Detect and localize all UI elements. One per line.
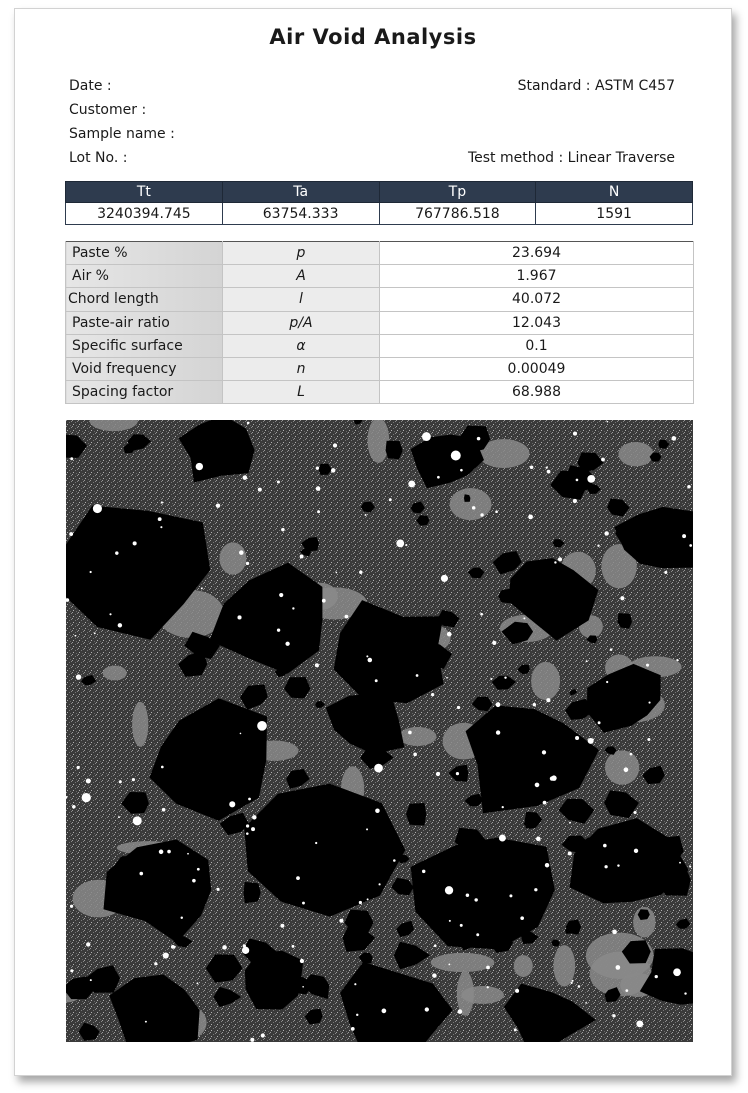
air-void bbox=[441, 575, 448, 582]
air-void bbox=[684, 992, 686, 994]
air-void bbox=[246, 562, 249, 565]
air-void bbox=[145, 1021, 147, 1023]
air-void bbox=[408, 480, 415, 487]
air-void bbox=[515, 989, 519, 993]
air-void bbox=[425, 1007, 429, 1011]
air-void bbox=[492, 641, 496, 645]
air-void bbox=[339, 919, 343, 923]
report-title: Air Void Analysis bbox=[269, 25, 477, 49]
air-void bbox=[496, 702, 501, 707]
air-void bbox=[476, 933, 479, 936]
air-void bbox=[534, 888, 537, 891]
air-void bbox=[585, 1002, 587, 1004]
air-void bbox=[536, 837, 541, 842]
air-void bbox=[448, 963, 450, 965]
value-n: 1591 bbox=[536, 203, 693, 225]
air-void bbox=[93, 504, 102, 513]
result-symbol: A bbox=[223, 265, 380, 288]
header-tt: Tt bbox=[66, 182, 223, 203]
air-void bbox=[437, 476, 440, 479]
air-void bbox=[197, 982, 199, 984]
air-void bbox=[302, 986, 304, 988]
air-void bbox=[474, 898, 477, 901]
air-void bbox=[487, 986, 489, 988]
result-symbol: l bbox=[223, 288, 380, 311]
air-void bbox=[163, 952, 169, 958]
air-void bbox=[239, 550, 244, 555]
header-tp: Tp bbox=[379, 182, 536, 203]
paste-patch bbox=[457, 971, 474, 1015]
air-void bbox=[546, 698, 550, 702]
air-void bbox=[576, 479, 579, 482]
air-void bbox=[197, 868, 200, 871]
air-void bbox=[586, 660, 588, 662]
air-void bbox=[588, 738, 594, 744]
air-void bbox=[119, 780, 122, 783]
result-name: Paste % bbox=[66, 242, 223, 265]
air-void bbox=[70, 969, 73, 972]
aggregate-particle bbox=[244, 882, 261, 903]
air-void bbox=[366, 655, 368, 657]
air-void bbox=[76, 674, 81, 679]
air-void bbox=[682, 534, 686, 538]
air-void bbox=[158, 517, 162, 521]
air-void bbox=[243, 475, 248, 480]
air-void bbox=[634, 849, 638, 853]
air-void bbox=[139, 872, 143, 876]
air-void bbox=[445, 886, 453, 894]
result-row-paste bbox=[66, 242, 694, 265]
concrete-micrograph bbox=[66, 420, 693, 1042]
paste-patch bbox=[514, 955, 533, 977]
standard-field: Standard : ASTM C457 bbox=[517, 78, 675, 94]
air-void bbox=[620, 596, 624, 600]
date-field: Date : bbox=[69, 78, 112, 94]
air-void bbox=[292, 945, 295, 948]
air-void bbox=[345, 615, 349, 619]
air-void bbox=[94, 632, 96, 634]
air-void bbox=[375, 809, 380, 814]
air-void bbox=[571, 982, 573, 984]
air-void bbox=[154, 962, 157, 965]
air-void bbox=[285, 642, 289, 646]
air-void bbox=[317, 510, 320, 513]
air-void bbox=[575, 736, 579, 740]
air-void bbox=[132, 778, 135, 781]
header-n: N bbox=[536, 182, 693, 203]
paste-patch bbox=[605, 750, 639, 784]
air-void bbox=[422, 432, 431, 441]
air-void bbox=[315, 663, 319, 667]
air-void bbox=[281, 528, 285, 532]
air-void bbox=[578, 985, 581, 988]
air-void bbox=[530, 465, 534, 469]
air-void bbox=[86, 942, 90, 946]
paste-patch bbox=[531, 662, 560, 700]
result-symbol: L bbox=[223, 381, 380, 404]
air-void bbox=[502, 806, 504, 808]
air-void bbox=[70, 905, 73, 908]
air-void bbox=[558, 557, 562, 561]
air-void bbox=[242, 947, 249, 954]
air-void bbox=[300, 555, 304, 559]
air-void bbox=[366, 828, 368, 830]
result-value: 1.967 bbox=[380, 265, 694, 288]
result-symbol: α bbox=[223, 334, 380, 357]
air-void bbox=[624, 767, 629, 772]
air-void bbox=[396, 540, 404, 548]
air-void bbox=[359, 901, 362, 904]
air-void bbox=[368, 658, 373, 663]
air-void bbox=[610, 648, 613, 651]
air-void bbox=[573, 432, 577, 436]
result-symbol: p bbox=[223, 242, 380, 265]
result-row-air bbox=[66, 265, 694, 288]
air-void bbox=[545, 863, 549, 867]
air-void bbox=[486, 966, 490, 970]
air-void bbox=[612, 930, 617, 935]
air-void bbox=[382, 1009, 387, 1014]
air-void bbox=[302, 902, 305, 905]
air-void bbox=[351, 1027, 355, 1031]
customer-field: Customer : bbox=[69, 102, 147, 118]
air-void bbox=[160, 526, 162, 528]
air-void bbox=[587, 475, 595, 483]
air-void bbox=[277, 628, 280, 631]
air-void bbox=[252, 815, 256, 819]
traverse-table bbox=[65, 181, 693, 225]
air-void bbox=[240, 733, 242, 735]
air-void bbox=[480, 613, 483, 616]
air-void bbox=[86, 799, 89, 802]
air-void bbox=[655, 975, 658, 978]
air-void bbox=[514, 1028, 517, 1031]
air-void bbox=[393, 859, 396, 862]
air-void bbox=[322, 599, 326, 603]
air-void bbox=[504, 676, 506, 678]
air-void bbox=[405, 544, 407, 546]
air-void bbox=[261, 1033, 265, 1037]
air-void bbox=[187, 853, 189, 855]
air-void bbox=[354, 983, 356, 985]
result-name: Spacing factor bbox=[66, 381, 223, 404]
result-symbol: n bbox=[223, 357, 380, 380]
air-void bbox=[161, 766, 164, 769]
air-void bbox=[523, 617, 525, 619]
air-void bbox=[229, 801, 235, 807]
result-symbol: p/A bbox=[223, 311, 380, 334]
air-void bbox=[115, 551, 118, 554]
air-void bbox=[251, 827, 255, 831]
air-void bbox=[133, 816, 142, 825]
air-void bbox=[676, 659, 678, 661]
air-void bbox=[374, 764, 383, 773]
lot-number-field: Lot No. : bbox=[69, 150, 128, 166]
sample-name-field: Sample name : bbox=[69, 126, 175, 142]
air-void bbox=[646, 664, 649, 667]
air-void bbox=[490, 678, 492, 680]
air-void bbox=[543, 801, 547, 805]
air-void bbox=[316, 466, 319, 469]
result-row-chord bbox=[66, 288, 694, 311]
header-ta: Ta bbox=[222, 182, 379, 203]
air-void bbox=[634, 811, 637, 814]
air-void bbox=[457, 706, 460, 709]
air-void bbox=[477, 437, 481, 441]
result-name: Paste-air ratio bbox=[66, 311, 223, 334]
air-void bbox=[90, 979, 92, 981]
air-void bbox=[246, 832, 249, 835]
air-void bbox=[673, 968, 681, 976]
result-name: Void frequency bbox=[66, 357, 223, 380]
air-void bbox=[279, 593, 283, 597]
air-void bbox=[159, 850, 164, 855]
air-void bbox=[389, 498, 392, 501]
air-void bbox=[171, 945, 175, 949]
air-void bbox=[606, 681, 608, 683]
air-void bbox=[495, 510, 498, 513]
air-void bbox=[365, 514, 367, 516]
air-void bbox=[466, 893, 469, 896]
air-void bbox=[379, 883, 381, 885]
air-void bbox=[569, 822, 571, 824]
air-void bbox=[672, 436, 677, 441]
air-void bbox=[69, 532, 73, 536]
air-void bbox=[316, 486, 321, 491]
air-void bbox=[431, 693, 434, 696]
air-void bbox=[181, 917, 183, 919]
air-void bbox=[604, 531, 608, 535]
air-void bbox=[296, 876, 300, 880]
air-void bbox=[550, 776, 554, 780]
result-row-void-frequency bbox=[66, 357, 694, 380]
air-void bbox=[598, 721, 601, 724]
air-void bbox=[612, 1014, 615, 1017]
air-void bbox=[687, 485, 691, 489]
air-void bbox=[572, 980, 574, 982]
air-void bbox=[458, 1009, 463, 1014]
value-tt: 3240394.745 bbox=[66, 203, 223, 225]
concrete-section-image bbox=[66, 420, 693, 1042]
air-void bbox=[77, 766, 80, 769]
air-void bbox=[460, 469, 463, 472]
air-void bbox=[359, 571, 362, 574]
air-void bbox=[216, 503, 220, 507]
air-void bbox=[535, 783, 540, 788]
aggregate-particle bbox=[602, 725, 608, 732]
air-void bbox=[333, 443, 337, 447]
result-row-paste-air bbox=[66, 311, 694, 334]
air-void bbox=[533, 703, 536, 706]
air-void bbox=[546, 467, 548, 469]
paste-patch bbox=[132, 702, 148, 747]
report-page bbox=[14, 8, 732, 1076]
air-void bbox=[460, 924, 463, 927]
air-void bbox=[356, 1014, 358, 1016]
value-ta: 63754.333 bbox=[222, 203, 379, 225]
air-void bbox=[161, 501, 163, 503]
air-void bbox=[300, 959, 304, 963]
air-void bbox=[520, 916, 524, 920]
result-value: 68.988 bbox=[380, 381, 694, 404]
air-void bbox=[277, 481, 280, 484]
air-void bbox=[679, 862, 681, 864]
air-void bbox=[446, 677, 448, 679]
air-void bbox=[336, 572, 338, 574]
air-void bbox=[70, 457, 73, 460]
result-value: 23.694 bbox=[380, 242, 694, 265]
air-void bbox=[162, 808, 166, 812]
air-void bbox=[436, 772, 440, 776]
air-void bbox=[432, 973, 437, 978]
air-void bbox=[509, 894, 512, 897]
air-void bbox=[472, 506, 475, 509]
air-void bbox=[689, 544, 692, 547]
air-void bbox=[196, 463, 203, 470]
aggregate-particle bbox=[406, 803, 426, 826]
result-name: Chord length bbox=[66, 288, 223, 311]
air-void bbox=[499, 835, 506, 842]
air-void bbox=[133, 541, 137, 545]
air-void bbox=[664, 571, 667, 574]
air-void bbox=[449, 920, 451, 922]
air-void bbox=[250, 1038, 254, 1042]
air-void bbox=[118, 816, 120, 818]
air-void bbox=[315, 842, 317, 844]
air-void bbox=[192, 879, 196, 883]
air-void bbox=[367, 898, 369, 900]
air-void bbox=[422, 870, 425, 873]
air-void bbox=[603, 844, 607, 848]
air-void bbox=[447, 632, 452, 637]
air-void bbox=[496, 730, 500, 734]
result-name: Air % bbox=[66, 265, 223, 288]
air-void bbox=[237, 615, 241, 619]
paste-patch bbox=[450, 488, 492, 520]
air-void bbox=[607, 421, 609, 423]
air-void bbox=[616, 965, 621, 970]
air-void bbox=[625, 989, 628, 992]
air-void bbox=[375, 679, 378, 682]
aggregate-particle bbox=[386, 441, 403, 459]
result-value: 12.043 bbox=[380, 311, 694, 334]
result-value: 40.072 bbox=[380, 288, 694, 311]
air-void bbox=[257, 721, 267, 731]
air-void bbox=[74, 635, 76, 637]
air-void bbox=[689, 866, 691, 868]
air-void bbox=[451, 450, 461, 460]
value-tp: 767786.518 bbox=[379, 203, 536, 225]
air-void bbox=[601, 458, 605, 462]
result-value: 0.00049 bbox=[380, 357, 694, 380]
air-void bbox=[597, 545, 599, 547]
air-void bbox=[408, 731, 412, 735]
air-void bbox=[604, 865, 607, 868]
test-method-field: Test method : Linear Traverse bbox=[467, 150, 675, 166]
air-void bbox=[573, 499, 577, 503]
air-void bbox=[280, 924, 284, 928]
air-void bbox=[247, 422, 250, 425]
paste-patch bbox=[618, 442, 653, 466]
paste-patch bbox=[220, 542, 247, 574]
air-void bbox=[72, 805, 76, 809]
air-void bbox=[86, 778, 91, 783]
air-void bbox=[331, 468, 335, 472]
air-void bbox=[542, 750, 546, 754]
paste-patch bbox=[431, 953, 495, 972]
air-void bbox=[434, 944, 437, 947]
results-table bbox=[65, 241, 694, 404]
air-void bbox=[222, 945, 227, 950]
air-void bbox=[617, 864, 619, 866]
air-void bbox=[636, 1020, 643, 1027]
air-void bbox=[416, 674, 419, 677]
traverse-value-row bbox=[66, 203, 693, 225]
air-void bbox=[413, 753, 417, 757]
air-void bbox=[167, 850, 171, 854]
result-name: Specific surface bbox=[66, 334, 223, 357]
result-row-spacing-factor bbox=[66, 381, 694, 404]
air-void bbox=[258, 488, 262, 492]
air-void bbox=[568, 851, 572, 855]
air-void bbox=[528, 514, 533, 519]
paste-patch bbox=[103, 666, 127, 681]
air-void bbox=[292, 607, 294, 609]
air-void bbox=[248, 798, 251, 801]
air-void bbox=[201, 587, 203, 589]
air-void bbox=[118, 623, 122, 627]
air-void bbox=[109, 613, 111, 615]
air-void bbox=[554, 561, 556, 563]
air-void bbox=[630, 753, 633, 756]
traverse-header-row bbox=[66, 182, 693, 203]
air-void bbox=[648, 701, 650, 703]
air-void bbox=[647, 738, 650, 741]
air-void bbox=[246, 824, 249, 827]
air-void bbox=[456, 772, 459, 775]
air-void bbox=[217, 888, 220, 891]
air-void bbox=[480, 513, 483, 516]
air-void bbox=[90, 571, 92, 573]
paste-patch bbox=[399, 727, 437, 746]
air-void bbox=[547, 470, 551, 474]
result-row-specific-surface bbox=[66, 334, 694, 357]
result-value: 0.1 bbox=[380, 334, 694, 357]
